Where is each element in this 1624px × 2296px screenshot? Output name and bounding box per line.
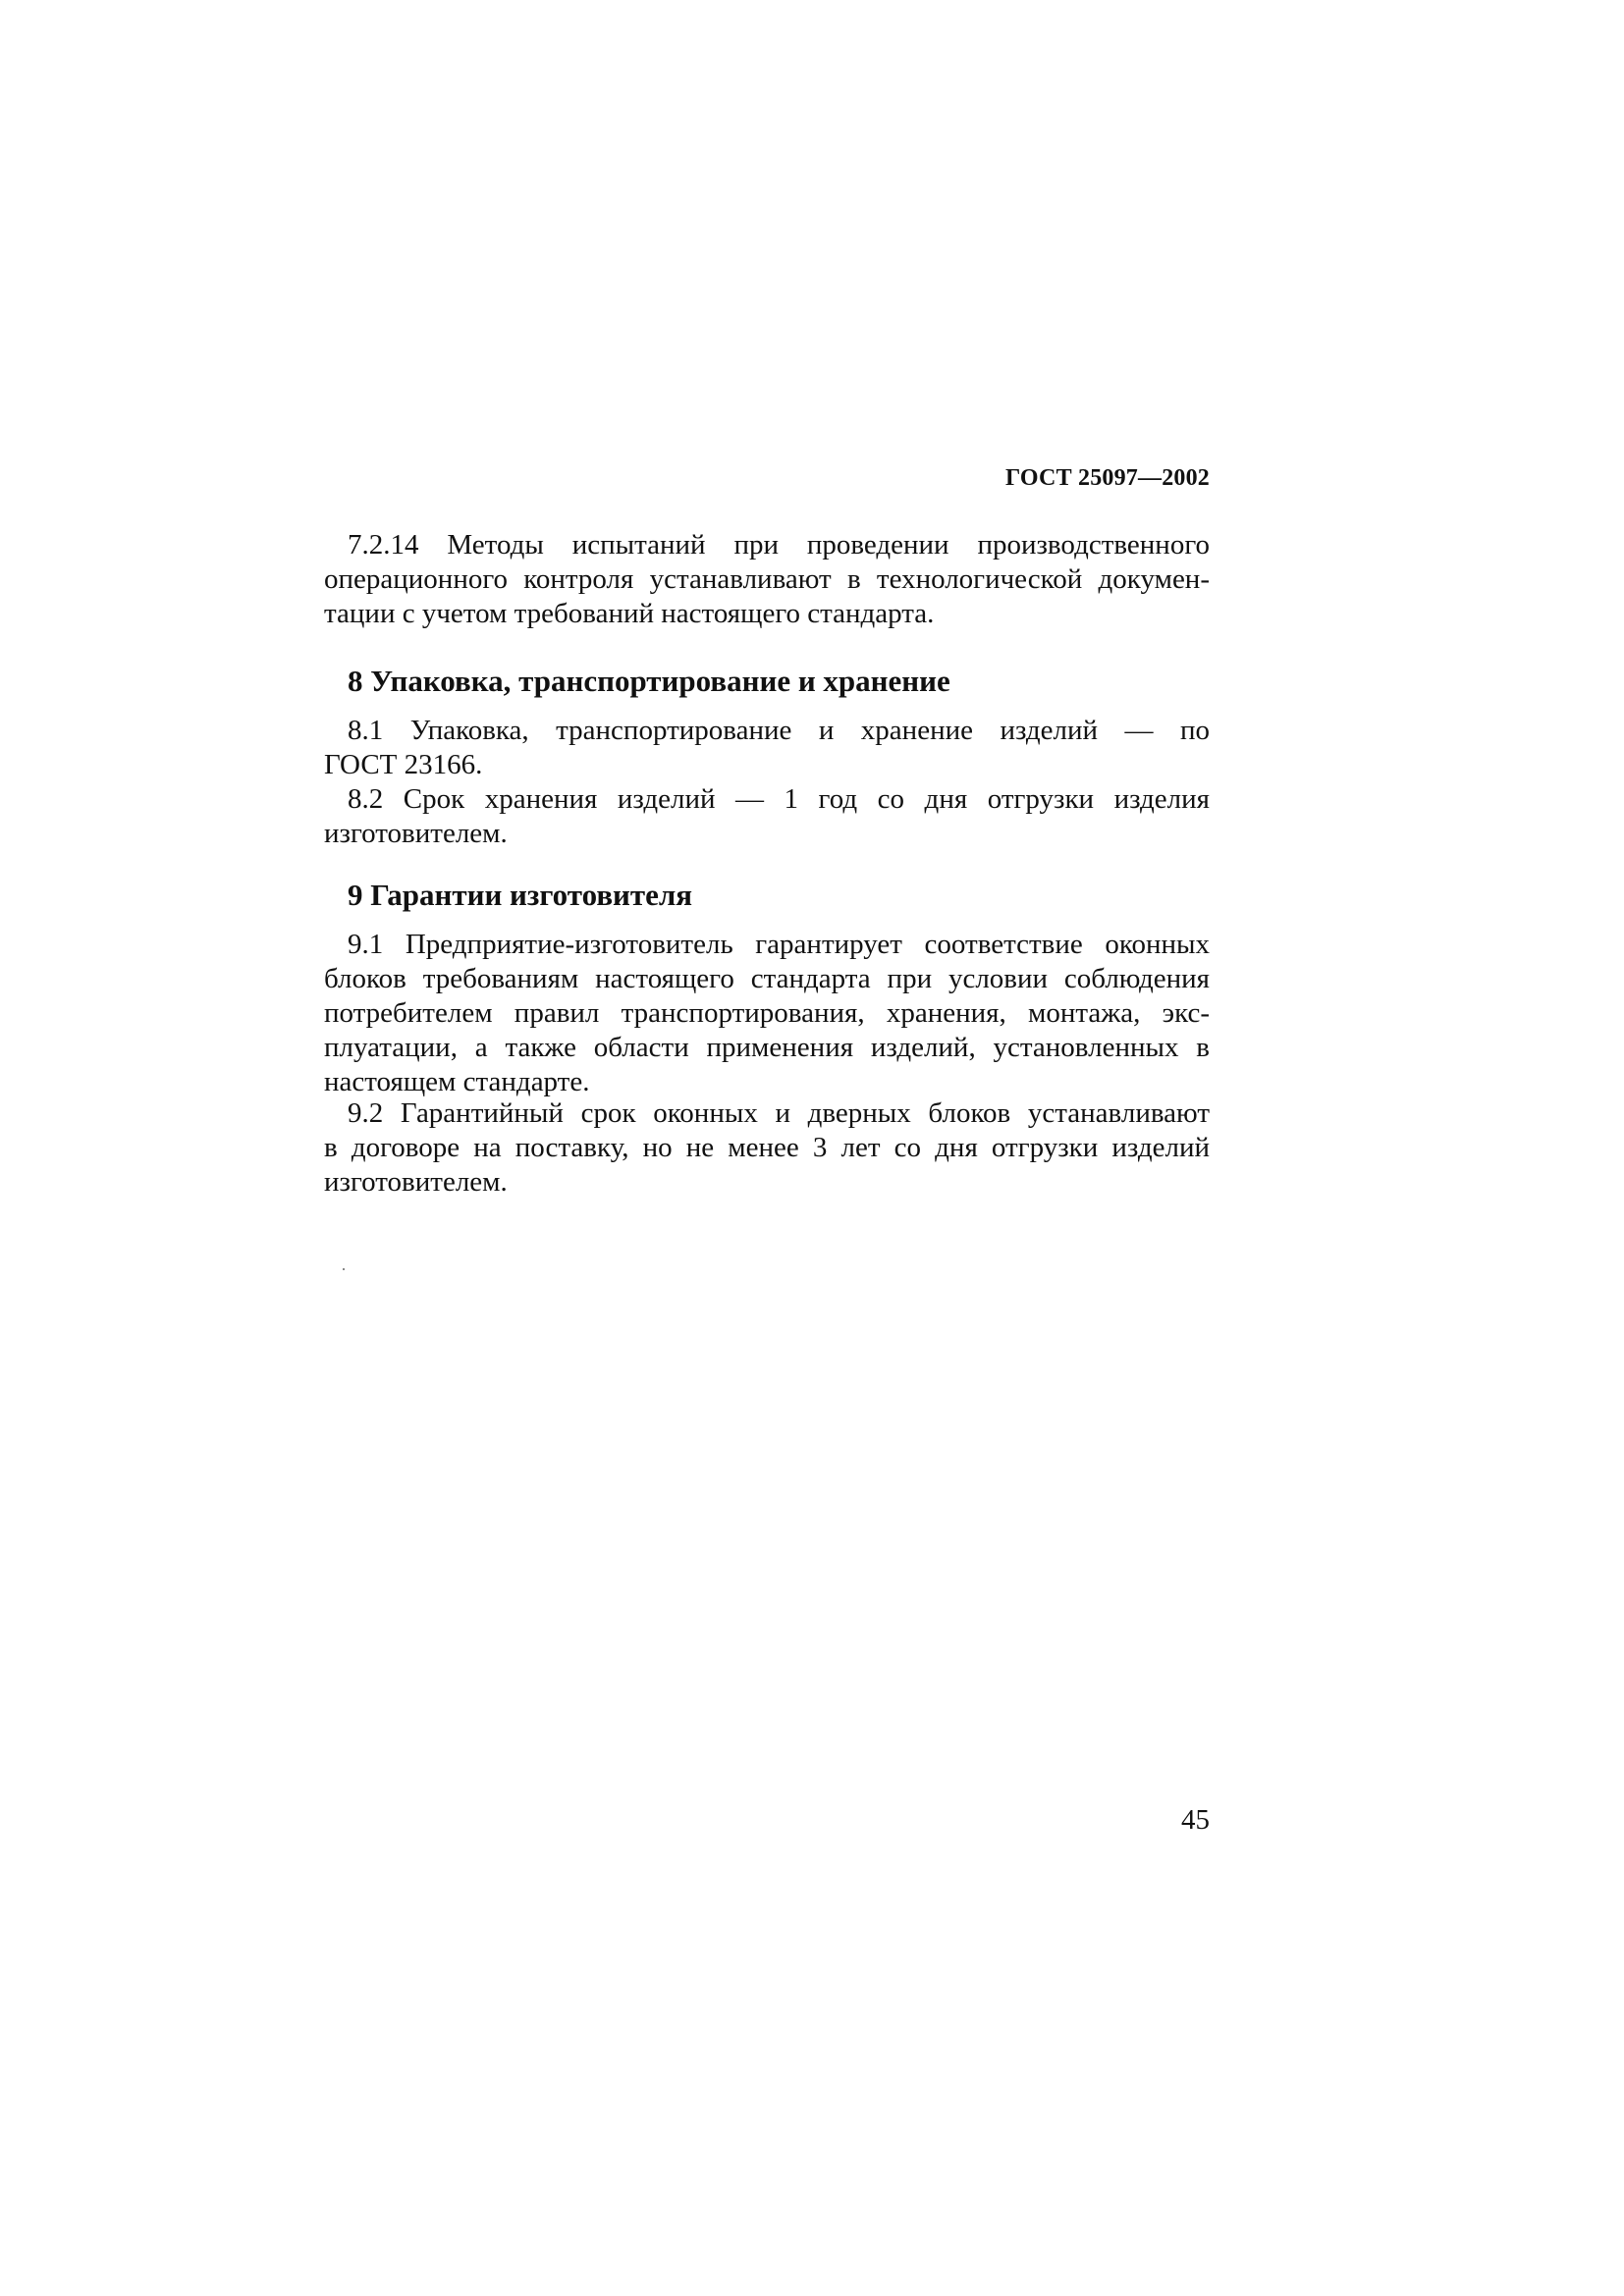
paragraph-9-2 [324, 1096, 1210, 1200]
paragraph-line: блоков требованиям настоящего стандарта при условии соблюдения [324, 963, 1210, 994]
section-heading-8: 8 Упаковка, транспортирование и хранение [348, 664, 950, 698]
paragraph-line: 9.2 Гарантийный срок оконных и дверных блоков устанавливают [348, 1097, 1210, 1129]
paragraph-line: изготовителем. [324, 818, 508, 849]
paragraph-7-2-14 [324, 528, 1210, 631]
running-header-standard-code: ГОСТ 25097—2002 [1005, 465, 1210, 491]
paragraph-line: изготовителем. [324, 1166, 508, 1198]
paragraph-line: потребителем правил транспортирования, хранения, монтажа, экс- [324, 997, 1210, 1029]
scan-speck [343, 1268, 345, 1270]
paragraph-line: 9.1 Предприятие-изготовитель гарантирует соответствие оконных [348, 929, 1210, 960]
page-number: 45 [1181, 1804, 1210, 1836]
paragraph-line: тации с учетом требований настоящего стандарта. [324, 598, 935, 629]
paragraph-line: плуатации, а также области применения изделий, установленных в [324, 1032, 1210, 1063]
section-heading-9: 9 Гарантии изготовителя [348, 878, 693, 912]
paragraph-8-1 [324, 714, 1210, 782]
paragraph-line: 8.1 Упаковка, транспортирование и хранение изделий — по [348, 715, 1210, 746]
paragraph-9-1 [324, 928, 1210, 1099]
paragraph-line: настоящем стандарте. [324, 1066, 590, 1097]
paragraph-8-2 [324, 782, 1210, 851]
paragraph-line: ГОСТ 23166. [324, 749, 483, 780]
paragraph-line: 7.2.14 Методы испытаний при проведении производственного [348, 529, 1210, 561]
paragraph-line: в договоре на поставку, но не менее 3 лет со дня отгрузки изделий [324, 1132, 1210, 1163]
paragraph-line: 8.2 Срок хранения изделий — 1 год со дня отгрузки изделия [348, 783, 1210, 815]
paragraph-line: операционного контроля устанавливают в технологической докумен- [324, 563, 1210, 595]
